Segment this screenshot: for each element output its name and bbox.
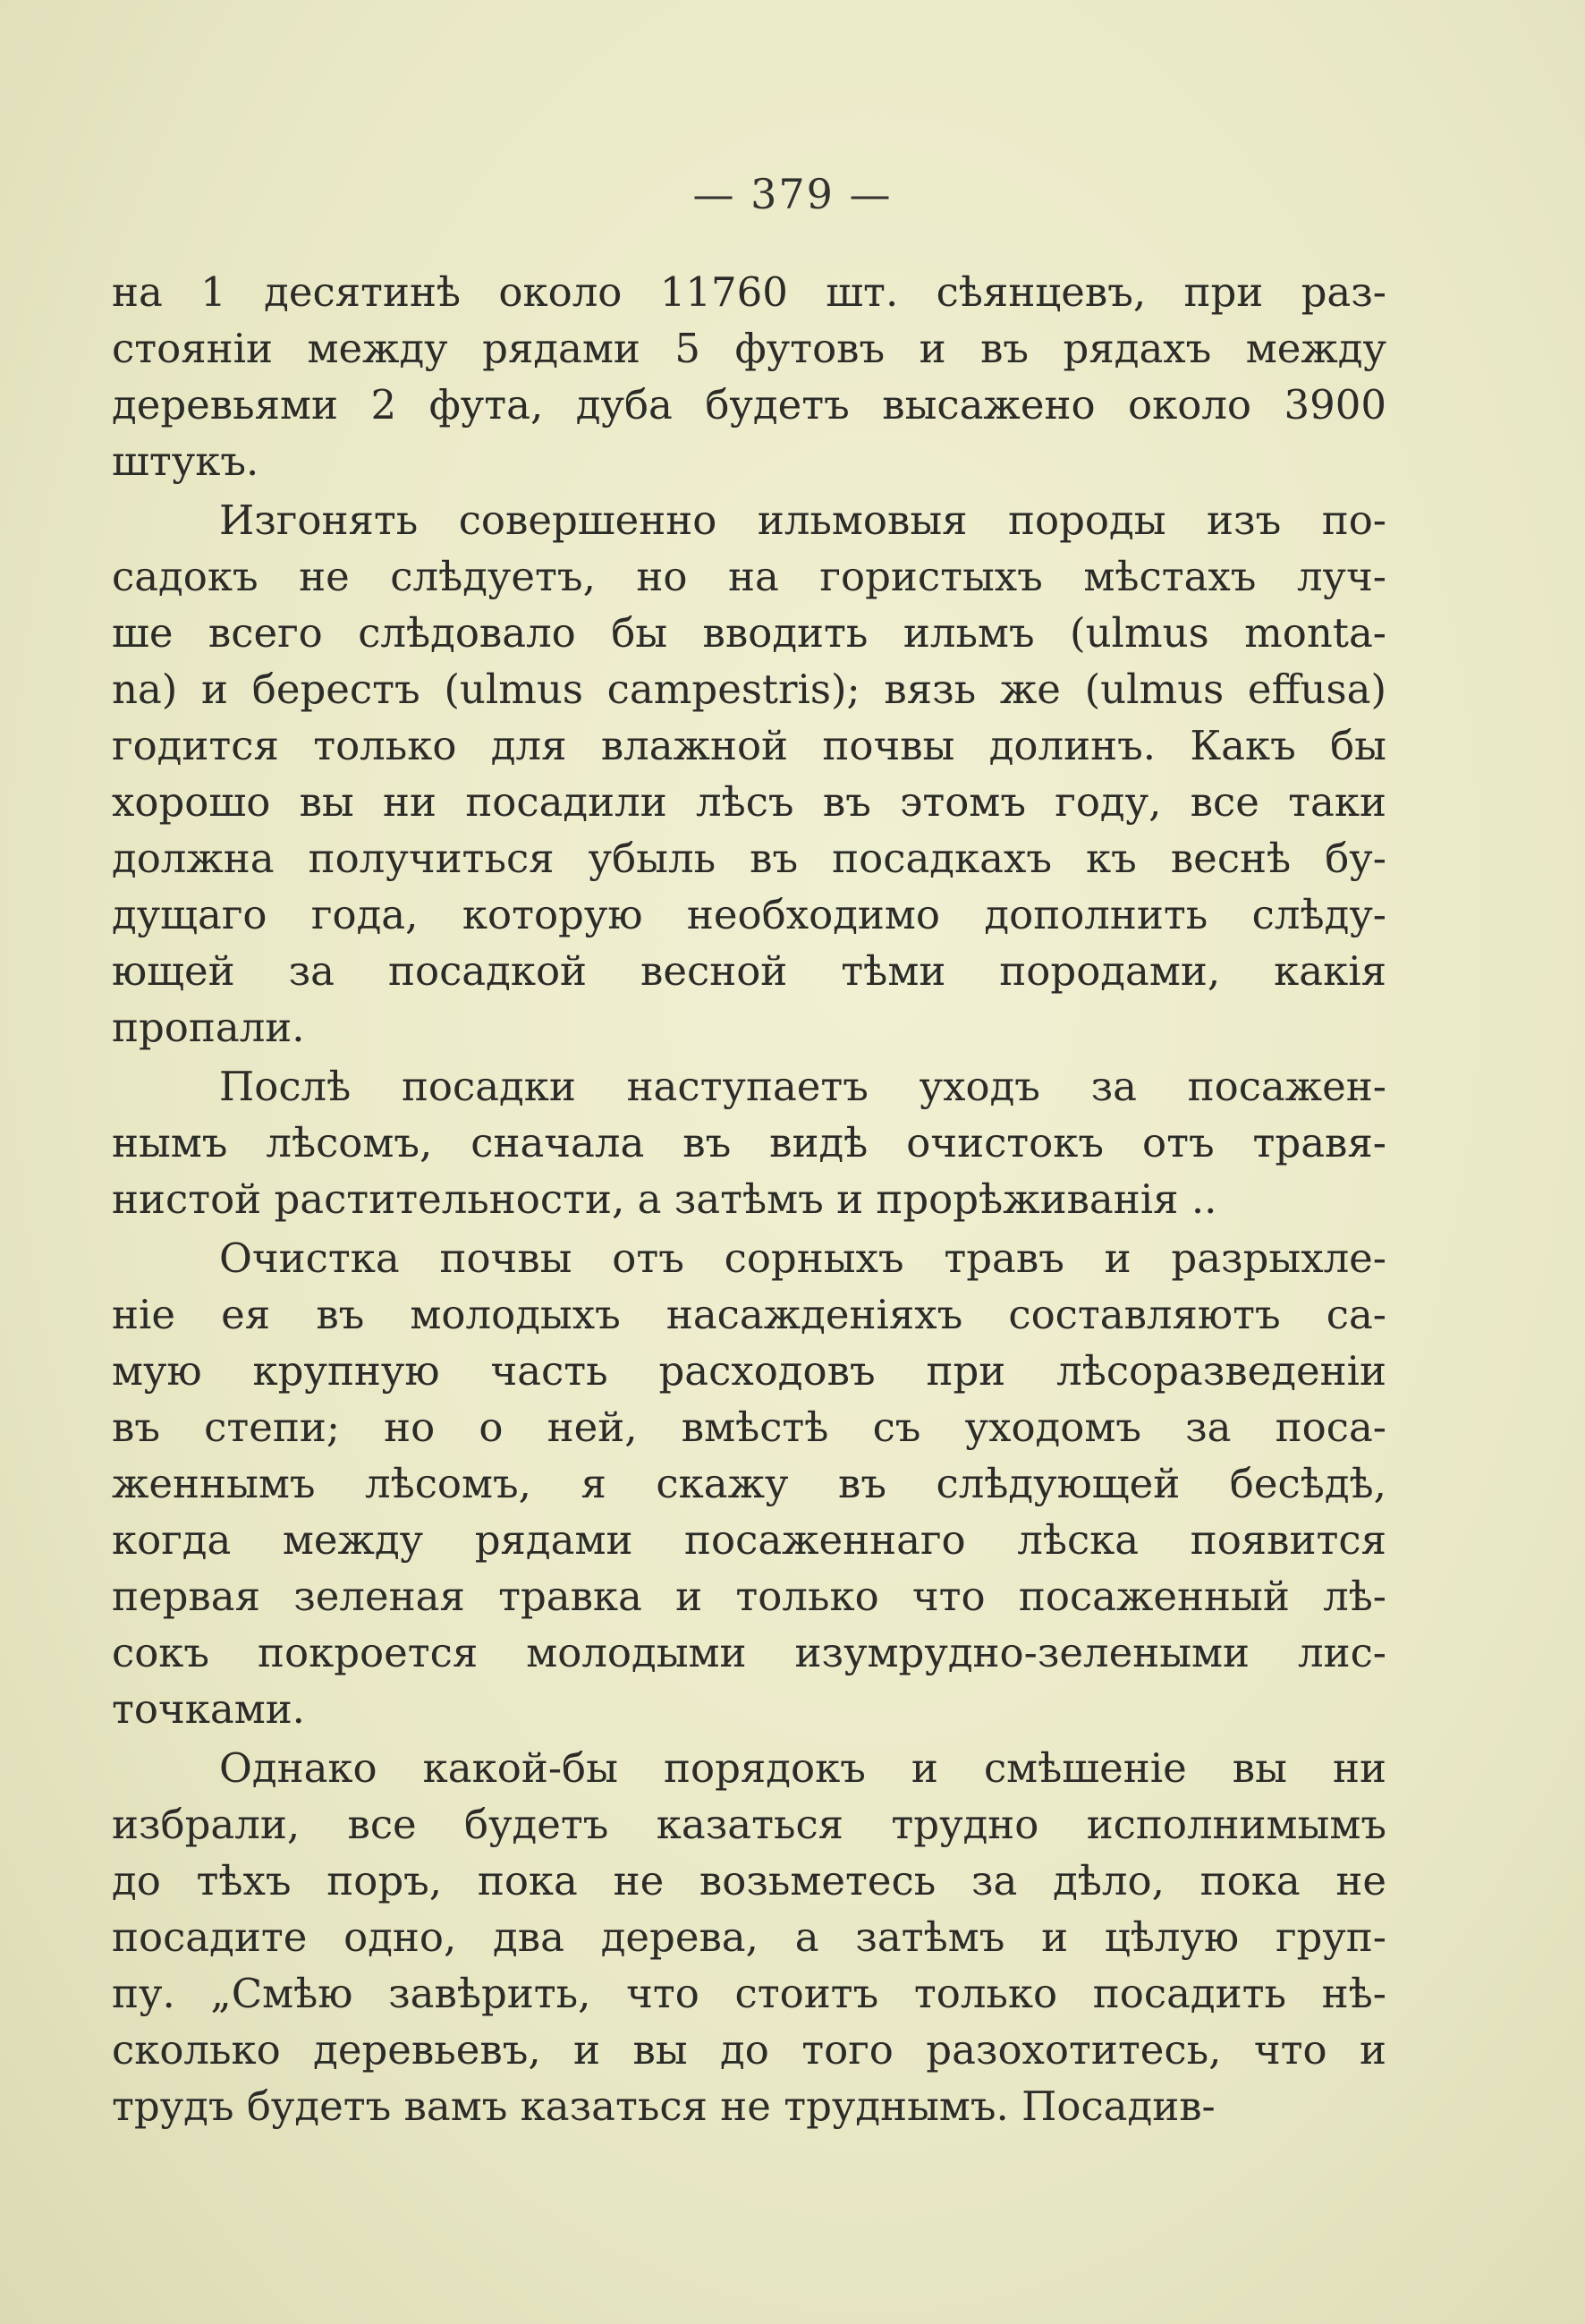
text-line: Изгонять совершенно ильмовыя породы изъ по- — [219, 496, 1386, 544]
text-line: Очистка почвы отъ сорныхъ травъ и разрыхле- — [219, 1234, 1386, 1282]
text-line: избрали, все будетъ казаться трудно исполнимымъ — [112, 1801, 1386, 1848]
paragraph — [112, 1230, 1386, 1737]
text-line: пропали. — [112, 1004, 305, 1051]
text-line: сколько деревьевъ, и вы до того разохотитесь, что и — [112, 2026, 1386, 2074]
text-line: пу. „Смѣю завѣрить, что стоитъ только посадить нѣ- — [112, 1970, 1386, 2017]
text-line: годится только для влажной почвы долинъ. Какъ бы — [112, 722, 1386, 769]
text-line: мую крупную часть расходовъ при лѣсоразведеніи — [112, 1347, 1386, 1395]
text-line: ніе ея въ молодыхъ насажденіяхъ составляютъ са- — [112, 1291, 1386, 1338]
text-line: сокъ покроется молодыми изумрудно-зелеными лис- — [112, 1629, 1386, 1676]
text-line: посадите одно, два дерева, а затѣмъ и цѣлую груп- — [112, 1913, 1386, 1961]
text-line: нымъ лѣсомъ, сначала въ видѣ очистокъ отъ травя- — [112, 1119, 1386, 1166]
text-line: ющей за посадкой весной тѣми породами, какія — [112, 947, 1386, 995]
paragraph — [112, 1058, 1386, 1227]
text-line: дущаго года, которую необходимо дополнить слѣду- — [112, 891, 1386, 938]
text-line: женнымъ лѣсомъ, я скажу въ слѣдующей бесѣдѣ, — [112, 1460, 1386, 1507]
text-line: Однако какой-бы порядокъ и смѣшеніе вы ни — [219, 1744, 1386, 1792]
text-line: ше всего слѣдовало бы вводить ильмъ (ulmus monta- — [112, 609, 1386, 657]
page-number: — 379 — — [692, 170, 893, 218]
text-line: нистой растительности, а затѣмъ и прорѣживанія .. — [112, 1175, 1217, 1223]
text-line: въ степи; но о ней, вмѣстѣ съ уходомъ за поса- — [112, 1404, 1386, 1451]
text-line: когда между рядами посаженнаго лѣска появится — [112, 1516, 1386, 1564]
paragraph — [112, 264, 1386, 489]
text-line: штукъ. — [112, 437, 259, 485]
paragraph — [112, 1740, 1386, 2134]
body-text — [112, 264, 1386, 2134]
text-line: na) и берестъ (ulmus campestris); вязь же (ulmus effusa) — [112, 666, 1386, 713]
text-line: до тѣхъ поръ, пока не возьметесь за дѣло, пока не — [112, 1857, 1386, 1904]
text-line: Послѣ посадки наступаетъ уходъ за посажен- — [219, 1063, 1386, 1110]
text-line: хорошо вы ни посадили лѣсъ въ этомъ году, все таки — [112, 778, 1386, 826]
text-line: деревьями 2 фута, дуба будетъ высажено около 3900 — [112, 381, 1386, 428]
text-line: стояніи между рядами 5 футовъ и въ рядахъ между — [112, 325, 1386, 372]
text-line: трудъ будетъ вамъ казаться не труднымъ. Посадив- — [112, 2082, 1216, 2130]
text-line: на 1 десятинѣ около 11760 шт. сѣянцевъ, при раз- — [112, 268, 1386, 316]
paragraph — [112, 492, 1386, 1056]
text-line: садокъ не слѣдуетъ, но на гористыхъ мѣстахъ луч- — [112, 553, 1386, 600]
text-line: первая зеленая травка и только что посаженный лѣ- — [112, 1573, 1386, 1620]
text-line: должна получиться убыль въ посадкахъ къ веснѣ бу- — [112, 835, 1386, 882]
text-line: точками. — [112, 1685, 305, 1733]
